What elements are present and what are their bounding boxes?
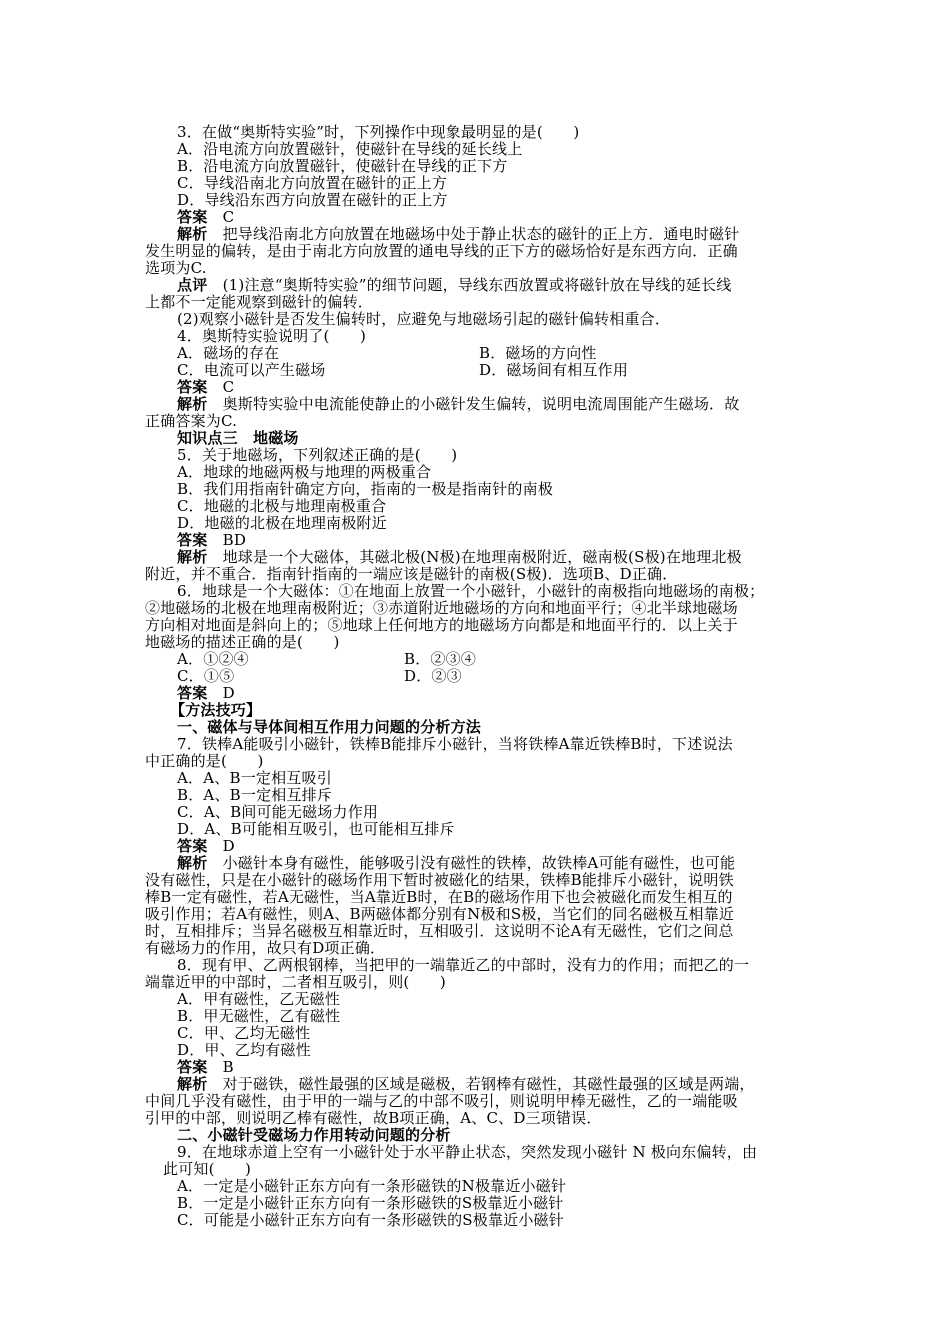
- q3-analysis-line-1: [177, 226, 739, 243]
- q4-option-b: B．磁场的方向性: [479, 344, 597, 362]
- analysis-label: 解析: [177, 1075, 208, 1093]
- analysis-label: 解析: [177, 854, 208, 872]
- answer-value: BD: [222, 531, 247, 549]
- q8-answer-row: [177, 1059, 234, 1076]
- q4-analysis-line-1: [177, 396, 739, 413]
- answer-label: 答案: [177, 1058, 208, 1076]
- q7-analysis-line-2: 没有磁性，只是在小磁针的磁场作用下暂时被磁化的结果，铁棒B能排斥小磁针，说明铁: [145, 871, 734, 889]
- q8-option-c: C．甲、乙均无磁性: [177, 1024, 311, 1042]
- q3-option-c: C．导线沿南北方向放置在磁针的正上方: [177, 174, 448, 192]
- q3-comment-line-1: [177, 277, 731, 294]
- analysis-text: 地球是一个大磁体，其磁北极(N极)在地理南极附近，磁南极(S极)在地理北极: [222, 548, 742, 566]
- analysis-text: 奥斯特实验中电流能使静止的小磁针发生偏转，说明电流周围能产生磁场．故: [222, 395, 740, 413]
- q3-stem: 3．在做“奥斯特实验”时，下列操作中现象最明显的是( ): [177, 123, 580, 141]
- q4-option-d: D．磁场间有相互作用: [479, 361, 629, 379]
- section-title-geomagnetism: 知识点三 地磁场: [177, 429, 299, 447]
- q5-option-a: A．地球的地磁两极与地理的两极重合: [177, 463, 432, 481]
- q9-option-c: C．可能是小磁针正东方向有一条形磁铁的S极靠近小磁针: [177, 1211, 564, 1229]
- q7-option-a: A．A、B一定相互吸引: [177, 769, 332, 787]
- analysis-text: 小磁针本身有磁性，能够吸引没有磁性的铁棒，故铁棒A可能有磁性，也可能: [222, 854, 736, 872]
- q8-option-d: D．甲、乙均有磁性: [177, 1041, 311, 1059]
- q8-analysis-line-2: 中间几乎没有磁性，由于甲的一端与乙的中部不吸引，则说明甲棒无磁性，乙的一端能吸: [145, 1092, 738, 1110]
- q7-analysis-line-3: 棒B一定有磁性，若A无磁性，当A靠近B时，在B的磁场作用下也会被磁化而发生相互的: [145, 888, 733, 906]
- answer-value: C: [222, 378, 235, 396]
- method-2-title: 二、小磁针受磁场力作用转动问题的分析: [177, 1126, 451, 1144]
- q6-option-b: B．②③④: [404, 650, 477, 668]
- q5-option-c: C．地磁的北极与地理南极重合: [177, 497, 387, 515]
- q6-option-c: C．①⑤: [177, 667, 235, 685]
- q3-option-a: A．沿电流方向放置磁针，使磁针在导线的延长线上: [177, 140, 523, 158]
- q6-stem-line-4: 地磁场的描述正确的是( ): [145, 633, 340, 651]
- method-1-title: 一、磁体与导体间相互作用力问题的分析方法: [177, 718, 482, 736]
- answer-label: 答案: [177, 378, 208, 396]
- q7-option-b: B．A、B一定相互排斥: [177, 786, 333, 804]
- q5-option-d: D．地磁的北极在地理南极附近: [177, 514, 387, 532]
- methods-heading: 【方法技巧】: [170, 701, 262, 719]
- q7-option-c: C．A、B间可能无磁场力作用: [177, 803, 379, 821]
- q8-option-b: B．甲无磁性，乙有磁性: [177, 1007, 341, 1025]
- answer-value: D: [222, 684, 235, 702]
- q8-stem-line-2: 端靠近甲的中部时，二者相互吸引，则( ): [145, 973, 446, 991]
- q9-stem-line-2: 此可知( ): [163, 1160, 252, 1178]
- q4-answer-row: [177, 379, 234, 396]
- q7-stem-line-1: 7．铁棒A能吸引小磁针，铁棒B能排斥小磁针，当将铁棒A靠近铁棒B时，下述说法: [177, 735, 733, 753]
- q3-option-d: D．导线沿东西方向放置在磁针的正上方: [177, 191, 448, 209]
- q3-analysis-line-3: 选项为C.: [145, 259, 207, 277]
- q3-option-b: B．沿电流方向放置磁针，使磁针在导线的正下方: [177, 157, 508, 175]
- analysis-text: 把导线沿南北方向放置在地磁场中处于静止状态的磁针的正上方．通电时磁针: [222, 225, 740, 243]
- q9-option-a: A．一定是小磁针正东方向有一条形磁铁的N极靠近小磁针: [177, 1177, 567, 1195]
- q6-stem-line-3: 方向相对地面是斜向上的；⑤地球上任何地方的地磁场方向都是和地面平行的．以上关于: [145, 616, 738, 634]
- q9-stem-line-1: 9．在地球赤道上空有一小磁针处于水平静止状态，突然发现小磁针 N 极向东偏转，由: [177, 1143, 758, 1161]
- q3-analysis-line-2: 发生明显的偏转，是由于南北方向放置的通电导线的正下方的磁场恰好是东西方向．正确: [145, 242, 738, 260]
- answer-value: C: [222, 208, 235, 226]
- q8-analysis-line-3: 引甲的中部，则说明乙棒有磁性，故B项正确，A、C、D三项错误．: [145, 1109, 602, 1127]
- q4-option-c: C．电流可以产生磁场: [177, 361, 326, 379]
- q3-comment-line-3: (2)观察小磁针是否发生偏转时，应避免与地磁场引起的磁针偏转相重合．: [177, 310, 671, 328]
- q6-stem-line-1: 6．地球是一个大磁体：①在地面上放置一个小磁针，小磁针的南极指向地磁场的南极；: [177, 582, 765, 600]
- q4-analysis-line-2: 正确答案为C.: [145, 412, 238, 430]
- q6-stem-line-2: ②地磁场的北极在地理南极附近；③赤道附近地磁场的方向和地面平行；④北半球地磁场: [145, 599, 738, 617]
- q7-option-d: D．A、B可能相互吸引，也可能相互排斥: [177, 820, 455, 838]
- q4-stem: 4．奥斯特实验说明了( ): [177, 327, 367, 345]
- q6-answer-row: [177, 685, 235, 702]
- analysis-label: 解析: [177, 225, 208, 243]
- q7-analysis-line-5: 时，互相排斥；当异名磁极互相靠近时，互相吸引．这说明不论A有无磁性，它们之间总: [145, 922, 734, 940]
- analysis-label: 解析: [177, 548, 208, 566]
- q3-comment-line-2: 上都不一定能观察到磁针的偏转．: [145, 293, 374, 311]
- q6-option-a: A．①②④: [177, 650, 249, 668]
- answer-value: B: [222, 1058, 234, 1076]
- q7-analysis-line-6: 有磁场力的作用，故只有D项正确．: [145, 939, 386, 957]
- answer-label: 答案: [177, 837, 208, 855]
- q3-answer-row: [177, 209, 234, 226]
- q8-option-a: A．甲有磁性，乙无磁性: [177, 990, 341, 1008]
- answer-value: D: [222, 837, 235, 855]
- q6-option-d: D．②③: [404, 667, 462, 685]
- q7-analysis-line-1: [177, 855, 735, 872]
- q7-answer-row: [177, 838, 235, 855]
- q5-option-b: B．我们用指南针确定方向，指南的一极是指南针的南极: [177, 480, 554, 498]
- comment-label: 点评: [177, 276, 208, 294]
- q8-stem-line-1: 8．现有甲、乙两根钢棒，当把甲的一端靠近乙的中部时，没有力的作用；而把乙的一: [177, 956, 750, 974]
- q5-analysis-line-2: 附近，并不重合．指南针指南的一端应该是磁针的南极(S极)．选项B、D正确．: [145, 565, 678, 583]
- answer-label: 答案: [177, 684, 208, 702]
- q5-stem: 5．关于地磁场，下列叙述正确的是( ): [177, 446, 458, 464]
- q7-analysis-line-4: 吸引作用；若A有磁性，则A、B两磁体都分别有N极和S极，当它们的同名磁极互相靠近: [145, 905, 735, 923]
- comment-text: (1)注意“奥斯特实验”的细节问题，导线东西放置或将磁针放在导线的延长线: [222, 276, 732, 294]
- q7-stem-line-2: 中正确的是( ): [145, 752, 264, 770]
- q8-analysis-line-1: [177, 1076, 755, 1093]
- q9-option-b: B．一定是小磁针正东方向有一条形磁铁的S极靠近小磁针: [177, 1194, 564, 1212]
- q4-option-a: A．磁场的存在: [177, 344, 280, 362]
- q5-answer-row: [177, 532, 246, 549]
- answer-label: 答案: [177, 531, 208, 549]
- analysis-text: 对于磁铁，磁性最强的区域是磁极，若钢棒有磁性，其磁性最强的区域是两端，: [222, 1075, 755, 1093]
- q5-analysis-line-1: [177, 549, 742, 566]
- analysis-label: 解析: [177, 395, 208, 413]
- answer-label: 答案: [177, 208, 208, 226]
